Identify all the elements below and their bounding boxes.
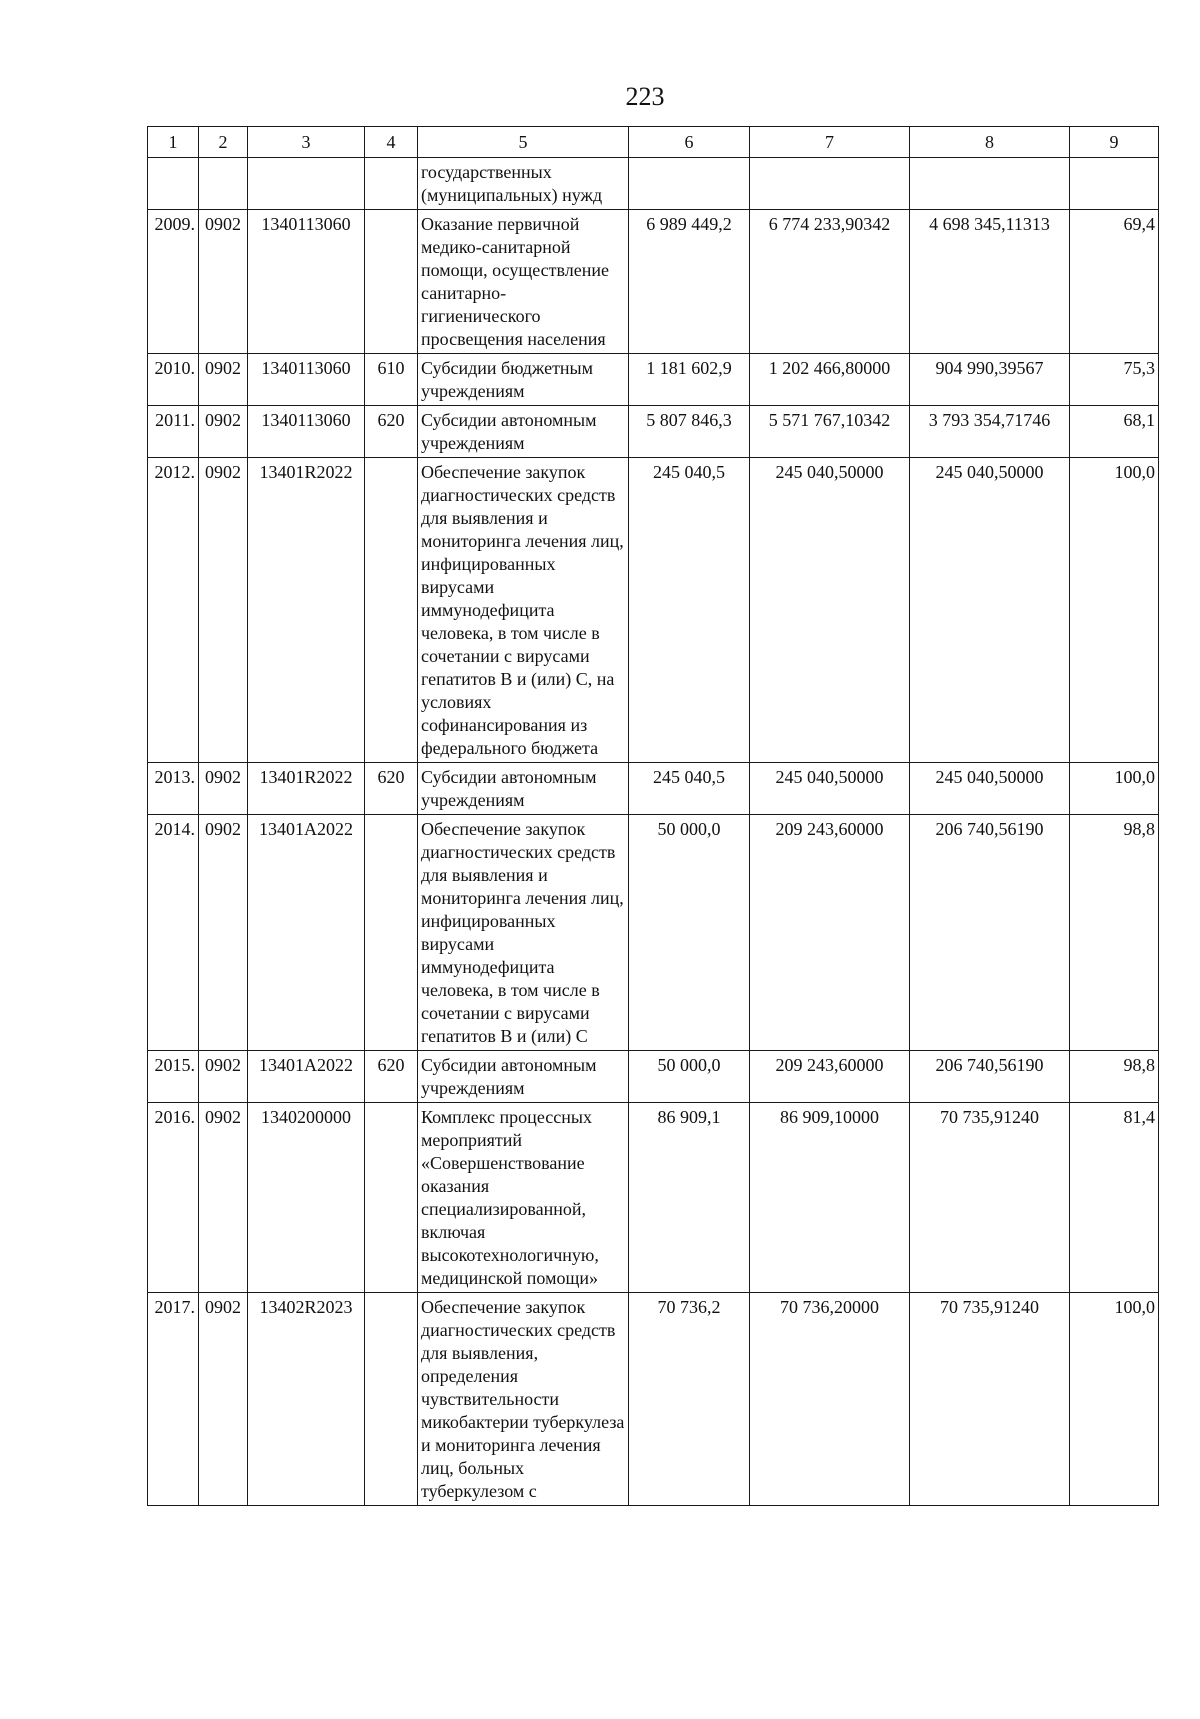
header-col-3: 3 <box>248 127 365 158</box>
header-col-7: 7 <box>750 127 910 158</box>
target-article: 13402R2023 <box>248 1293 365 1506</box>
table-row <box>148 1051 1159 1103</box>
target-article: 13401R2022 <box>248 763 365 815</box>
budget-table <box>147 126 1159 1506</box>
value-col-7: 245 040,50000 <box>750 458 910 763</box>
target-article: 1340113060 <box>248 354 365 406</box>
value-col-7: 245 040,50000 <box>750 763 910 815</box>
item-name: Обеспечение закупок диагностических средств для выявления, определения чувствительности микобактерии туберкулеза и мониторинга лечения лиц, больных туберкулезом с <box>418 1293 629 1506</box>
percent-col-9: 75,3 <box>1070 354 1159 406</box>
percent-col-9: 100,0 <box>1070 763 1159 815</box>
value-col-7: 86 909,10000 <box>750 1103 910 1293</box>
percent-col-9: 81,4 <box>1070 1103 1159 1293</box>
expense-type <box>365 458 418 763</box>
value-col-8: 206 740,56190 <box>910 1051 1070 1103</box>
header-col-2: 2 <box>199 127 248 158</box>
percent-col-9: 100,0 <box>1070 458 1159 763</box>
row-number: 2017. <box>148 1293 199 1506</box>
section-code: 0902 <box>199 354 248 406</box>
value-col-7: 1 202 466,80000 <box>750 354 910 406</box>
target-article: 1340113060 <box>248 210 365 354</box>
value-col-6: 6 989 449,2 <box>629 210 750 354</box>
header-col-9: 9 <box>1070 127 1159 158</box>
value-col-6: 245 040,5 <box>629 458 750 763</box>
section-code: 0902 <box>199 406 248 458</box>
row-number: 2013. <box>148 763 199 815</box>
percent-col-9: 68,1 <box>1070 406 1159 458</box>
item-name: Оказание первичной медико-санитарной помощи, осуществление санитарно-гигиенического просвещения населения <box>418 210 629 354</box>
row-number: 2011. <box>148 406 199 458</box>
section-code: 0902 <box>199 815 248 1051</box>
target-article: 13401A2022 <box>248 815 365 1051</box>
value-col-8 <box>910 158 1070 210</box>
value-col-7: 70 736,20000 <box>750 1293 910 1506</box>
target-article: 13401A2022 <box>248 1051 365 1103</box>
item-name: Обеспечение закупок диагностических средств для выявления и мониторинга лечения лиц, инфицированных вирусами иммунодефицита человека, в том числе в сочетании с вирусами гепатитов B и (или) C, на условиях софинансирования из федерального бюджета <box>418 458 629 763</box>
value-col-6: 50 000,0 <box>629 815 750 1051</box>
value-col-6: 86 909,1 <box>629 1103 750 1293</box>
expense-type <box>365 210 418 354</box>
expense-type <box>365 815 418 1051</box>
percent-col-9: 100,0 <box>1070 1293 1159 1506</box>
value-col-8: 245 040,50000 <box>910 458 1070 763</box>
value-col-8: 206 740,56190 <box>910 815 1070 1051</box>
section-code <box>199 158 248 210</box>
value-col-6: 70 736,2 <box>629 1293 750 1506</box>
percent-col-9: 69,4 <box>1070 210 1159 354</box>
percent-col-9: 98,8 <box>1070 1051 1159 1103</box>
value-col-7: 6 774 233,90342 <box>750 210 910 354</box>
table-row <box>148 1103 1159 1293</box>
row-number: 2009. <box>148 210 199 354</box>
table-row <box>148 354 1159 406</box>
section-code: 0902 <box>199 1051 248 1103</box>
table-row <box>148 815 1159 1051</box>
value-col-8: 4 698 345,11313 <box>910 210 1070 354</box>
section-code: 0902 <box>199 1293 248 1506</box>
value-col-8: 3 793 354,71746 <box>910 406 1070 458</box>
section-code: 0902 <box>199 210 248 354</box>
section-code: 0902 <box>199 763 248 815</box>
value-col-8: 245 040,50000 <box>910 763 1070 815</box>
header-row <box>148 127 1159 158</box>
value-col-8: 70 735,91240 <box>910 1293 1070 1506</box>
row-number: 2014. <box>148 815 199 1051</box>
item-name: Субсидии автономным учреждениям <box>418 1051 629 1103</box>
expense-type <box>365 1103 418 1293</box>
value-col-7: 209 243,60000 <box>750 815 910 1051</box>
value-col-6: 1 181 602,9 <box>629 354 750 406</box>
row-number <box>148 158 199 210</box>
item-name: государственных (муниципальных) нужд <box>418 158 629 210</box>
target-article: 1340113060 <box>248 406 365 458</box>
value-col-7 <box>750 158 910 210</box>
value-col-6: 50 000,0 <box>629 1051 750 1103</box>
value-col-6 <box>629 158 750 210</box>
expense-type: 610 <box>365 354 418 406</box>
value-col-6: 245 040,5 <box>629 763 750 815</box>
item-name: Субсидии автономным учреждениям <box>418 406 629 458</box>
expense-type <box>365 1293 418 1506</box>
section-code: 0902 <box>199 1103 248 1293</box>
target-article: 1340200000 <box>248 1103 365 1293</box>
header-col-1: 1 <box>148 127 199 158</box>
expense-type: 620 <box>365 763 418 815</box>
value-col-7: 209 243,60000 <box>750 1051 910 1103</box>
item-name: Субсидии бюджетным учреждениям <box>418 354 629 406</box>
target-article <box>248 158 365 210</box>
table-row <box>148 210 1159 354</box>
row-number: 2015. <box>148 1051 199 1103</box>
target-article: 13401R2022 <box>248 458 365 763</box>
page-number: 223 <box>625 82 665 111</box>
percent-col-9: 98,8 <box>1070 815 1159 1051</box>
table-row <box>148 1293 1159 1506</box>
table-row <box>148 458 1159 763</box>
table-row <box>148 763 1159 815</box>
item-name: Обеспечение закупок диагностических средств для выявления и мониторинга лечения лиц, инфицированных вирусами иммунодефицита человека, в том числе в сочетании с вирусами гепатитов B и (или) C <box>418 815 629 1051</box>
item-name: Комплекс процессных мероприятий «Совершенствование оказания специализированной, включая высокотехнологичную, медицинской помощи» <box>418 1103 629 1293</box>
percent-col-9 <box>1070 158 1159 210</box>
expense-type <box>365 158 418 210</box>
value-col-6: 5 807 846,3 <box>629 406 750 458</box>
expense-type: 620 <box>365 1051 418 1103</box>
row-number: 2012. <box>148 458 199 763</box>
expense-type: 620 <box>365 406 418 458</box>
header-col-5: 5 <box>418 127 629 158</box>
header-col-6: 6 <box>629 127 750 158</box>
row-number: 2010. <box>148 354 199 406</box>
table-body <box>148 158 1159 1506</box>
value-col-8: 904 990,39567 <box>910 354 1070 406</box>
row-number: 2016. <box>148 1103 199 1293</box>
header-col-8: 8 <box>910 127 1070 158</box>
header-col-4: 4 <box>365 127 418 158</box>
table-header <box>148 127 1159 158</box>
value-col-7: 5 571 767,10342 <box>750 406 910 458</box>
item-name: Субсидии автономным учреждениям <box>418 763 629 815</box>
table-row <box>148 158 1159 210</box>
value-col-8: 70 735,91240 <box>910 1103 1070 1293</box>
section-code: 0902 <box>199 458 248 763</box>
table-row <box>148 406 1159 458</box>
